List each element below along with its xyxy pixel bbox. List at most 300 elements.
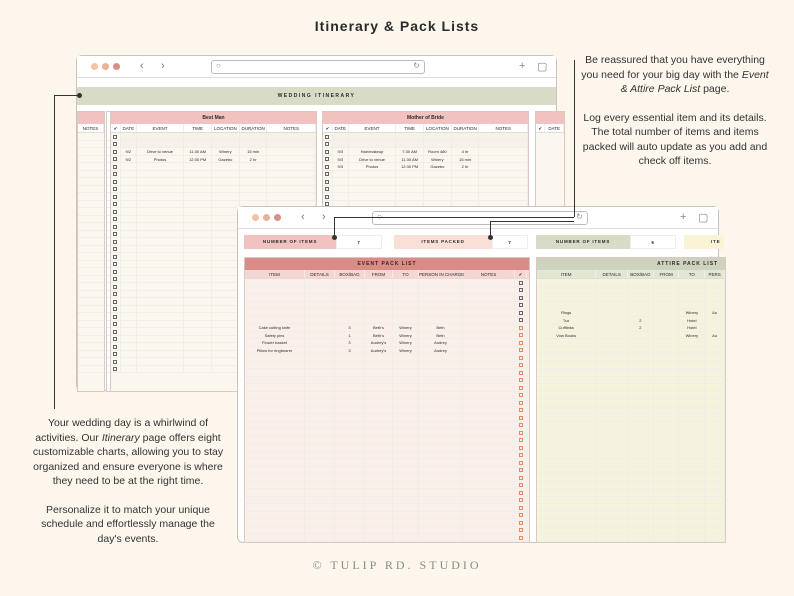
table-row-empty xyxy=(111,178,316,186)
search-icon: ○ xyxy=(216,61,221,70)
table-row-placeholder xyxy=(245,309,529,317)
stat-attire-items-packed: ITE xyxy=(684,235,724,249)
leader-line xyxy=(334,217,574,218)
cell-from[interactable]: Audrey's xyxy=(365,347,393,354)
cell-item[interactable]: Safety pins xyxy=(245,332,305,339)
table-row-empty xyxy=(78,246,104,254)
cell-date[interactable]: 9/3 xyxy=(333,156,349,163)
window-dot-icon[interactable] xyxy=(263,214,270,221)
checkbox[interactable] xyxy=(515,414,527,421)
checkbox[interactable] xyxy=(515,369,527,376)
tabs-icon[interactable]: ▢ xyxy=(537,61,548,73)
table-row xyxy=(537,317,725,325)
cell-event[interactable]: Hair/makeup xyxy=(349,148,397,155)
checkbox[interactable] xyxy=(323,178,333,185)
table-row-empty xyxy=(78,366,104,374)
cell-location[interactable]: Gazebo xyxy=(424,163,452,170)
checkbox[interactable] xyxy=(111,246,121,253)
checkbox[interactable] xyxy=(515,474,527,481)
column-header: PERS xyxy=(705,270,725,278)
table-row-empty xyxy=(245,489,529,497)
checkbox[interactable] xyxy=(515,519,527,526)
table-row-placeholder xyxy=(111,133,316,141)
checkbox[interactable] xyxy=(111,261,121,268)
table-row-empty xyxy=(537,369,725,377)
table-row-empty xyxy=(78,313,104,321)
checkbox[interactable] xyxy=(515,354,527,361)
cell-notes[interactable] xyxy=(463,324,515,331)
cell-duration[interactable]: 2 hr xyxy=(452,163,480,170)
table-row-empty xyxy=(323,193,528,201)
cell-from[interactable] xyxy=(654,332,680,339)
table-row xyxy=(537,324,725,332)
table-row-empty xyxy=(537,489,725,497)
table-row-empty xyxy=(245,482,529,490)
cell-to[interactable]: Hotel xyxy=(679,324,705,331)
checkbox[interactable] xyxy=(323,133,333,140)
forward-arrow-icon[interactable]: › xyxy=(322,211,326,223)
cell-notes[interactable] xyxy=(479,163,528,170)
table-row-empty xyxy=(78,216,104,224)
cell-item[interactable]: Cake cutting knife xyxy=(245,324,305,331)
cell-to[interactable]: Hotel xyxy=(679,317,705,324)
cell-notes[interactable] xyxy=(479,148,528,155)
cell-details[interactable] xyxy=(596,324,628,331)
checkbox[interactable] xyxy=(515,324,527,331)
table-row-empty xyxy=(537,482,725,490)
column-header: FROM xyxy=(654,270,680,278)
table-row-empty xyxy=(78,201,104,209)
cell-time[interactable]: 7:30 AM xyxy=(396,148,424,155)
column-header: LOCATION xyxy=(424,124,452,132)
cell-location[interactable]: Winery xyxy=(424,156,452,163)
cell-box[interactable]: 3 xyxy=(335,324,365,331)
checkbox[interactable] xyxy=(111,186,121,193)
table-row-empty xyxy=(245,407,529,415)
checkbox[interactable] xyxy=(111,133,121,140)
checkbox[interactable] xyxy=(111,276,121,283)
table-row-empty xyxy=(78,223,104,231)
column-header: EVENT xyxy=(349,124,397,132)
new-tab-icon[interactable]: + xyxy=(519,60,526,72)
cell-pers[interactable] xyxy=(705,317,725,324)
checkbox[interactable] xyxy=(515,497,527,504)
cell-from[interactable] xyxy=(654,324,680,331)
cell-duration[interactable]: 15 min xyxy=(452,156,480,163)
cell-person[interactable]: Beth xyxy=(419,324,463,331)
cell-details[interactable] xyxy=(305,332,335,339)
table-row-empty xyxy=(78,238,104,246)
cell-box[interactable]: 1 xyxy=(335,332,365,339)
table-row-placeholder xyxy=(245,317,529,325)
panel-title: Mother of Bride xyxy=(323,112,528,124)
window-dot-icon[interactable] xyxy=(102,63,109,70)
cell-event[interactable]: Drive to venue xyxy=(349,156,397,163)
checkbox[interactable] xyxy=(515,512,527,519)
column-header: BOX/BAG xyxy=(335,270,365,278)
cell-item[interactable]: Tux xyxy=(537,317,596,324)
cell-event[interactable]: Photos xyxy=(137,156,185,163)
column-header: DATE xyxy=(121,124,137,132)
cell-date[interactable]: 9/3 xyxy=(333,163,349,170)
checkbox[interactable] xyxy=(111,328,121,335)
column-header: PERSON IN CHARGE xyxy=(419,272,465,277)
table-row-empty xyxy=(537,347,725,355)
forward-arrow-icon[interactable]: › xyxy=(161,60,165,72)
checkbox[interactable] xyxy=(515,279,527,286)
cell-from[interactable]: Beth's xyxy=(365,324,393,331)
cell-time[interactable]: 11:30 AM xyxy=(184,148,212,155)
cell-to[interactable]: Winery xyxy=(393,332,419,339)
event-pack-list-title: EVENT PACK LIST xyxy=(245,258,529,270)
table-row xyxy=(111,156,316,164)
back-arrow-icon[interactable]: ‹ xyxy=(140,60,144,72)
checkbox[interactable] xyxy=(515,309,527,316)
callout-itinerary: Your wedding day is a whirlwind of activities. Our Itinerary page offers eight customizable charts, allowing you to stay organized and ensure everyone is where they need to be at the right time. Personalize it to match your unique schedule and effortlessly manage the day's events. xyxy=(32,417,224,545)
table-row xyxy=(245,339,529,347)
table-row-empty xyxy=(537,474,725,482)
checkbox[interactable] xyxy=(515,392,527,399)
leader-line xyxy=(490,221,574,222)
cell-time[interactable]: 12:30 PM xyxy=(396,163,424,170)
checkbox[interactable] xyxy=(515,444,527,451)
table-row-empty xyxy=(245,504,529,512)
table-row-empty xyxy=(245,459,529,467)
cell-notes[interactable] xyxy=(267,148,316,155)
tabs-icon[interactable]: ▢ xyxy=(698,212,709,224)
column-header: DETAILS xyxy=(596,270,628,278)
checkbox[interactable] xyxy=(515,527,527,534)
cell-details[interactable] xyxy=(305,339,335,346)
checkbox[interactable] xyxy=(111,171,121,178)
table-row-empty xyxy=(323,186,528,194)
table-row-empty xyxy=(78,283,104,291)
checkbox[interactable] xyxy=(515,399,527,406)
column-header: ITEM xyxy=(245,270,305,278)
cell-person[interactable]: Audrey xyxy=(419,339,463,346)
table-row-empty xyxy=(78,208,104,216)
checkbox[interactable] xyxy=(111,223,121,230)
table-row-placeholder xyxy=(323,141,528,149)
cell-notes[interactable] xyxy=(463,347,515,354)
table-row-empty xyxy=(78,148,104,156)
checkbox[interactable] xyxy=(111,201,121,208)
cell-box[interactable]: 2 xyxy=(628,324,654,331)
checkbox[interactable] xyxy=(111,283,121,290)
cell-date[interactable]: 9/2 xyxy=(121,148,137,155)
checkbox[interactable] xyxy=(515,422,527,429)
table-row-empty xyxy=(245,369,529,377)
cell-box[interactable]: 3 xyxy=(335,339,365,346)
checkbox[interactable] xyxy=(323,141,333,148)
back-arrow-icon[interactable]: ‹ xyxy=(301,211,305,223)
table-row-empty xyxy=(78,186,104,194)
checkbox[interactable] xyxy=(111,216,121,223)
table-row xyxy=(111,148,316,156)
cell-person[interactable]: Beth xyxy=(419,332,463,339)
checkbox[interactable] xyxy=(515,377,527,384)
table-row-empty xyxy=(245,474,529,482)
table-row-empty xyxy=(111,163,316,171)
url-bar[interactable] xyxy=(211,60,425,74)
table-row-empty xyxy=(537,392,725,400)
table-row-empty xyxy=(78,141,104,149)
browser-chrome xyxy=(238,207,718,229)
window-dot-icon[interactable] xyxy=(91,63,98,70)
table-row-empty xyxy=(537,422,725,430)
window-dot-icon[interactable] xyxy=(252,214,259,221)
column-header: TO xyxy=(679,270,705,278)
table-row-empty xyxy=(78,171,104,179)
stat-event-number-of-items: NUMBER OF ITEMS 7 xyxy=(244,235,382,249)
cell-duration[interactable]: 4 hr xyxy=(452,148,480,155)
table-row-empty xyxy=(245,429,529,437)
checkbox[interactable] xyxy=(111,156,121,163)
cell-details[interactable] xyxy=(596,309,628,316)
column-header: BOX/BAG xyxy=(628,270,654,278)
checkbox[interactable] xyxy=(515,504,527,511)
cell-location[interactable]: Winery xyxy=(212,148,240,155)
checkbox[interactable] xyxy=(111,291,121,298)
column-header-row xyxy=(537,270,725,279)
table-row-empty xyxy=(78,133,104,141)
panel-title: Best Man xyxy=(111,112,316,124)
table-row-empty xyxy=(78,351,104,359)
checkbox[interactable] xyxy=(515,407,527,414)
cell-notes[interactable] xyxy=(267,156,316,163)
table-row-placeholder xyxy=(323,133,528,141)
studio-footer: © TULIP RD. STUDIO xyxy=(312,558,482,572)
table-row-empty xyxy=(245,519,529,527)
cell-from[interactable]: Audrey's xyxy=(365,339,393,346)
cell-from[interactable] xyxy=(654,309,680,316)
table-row-empty xyxy=(78,253,104,261)
checkbox[interactable] xyxy=(111,163,121,170)
reload-icon[interactable]: ↻ xyxy=(576,212,583,221)
table-row-empty xyxy=(537,497,725,505)
table-row-empty xyxy=(537,437,725,445)
checkbox[interactable] xyxy=(111,231,121,238)
table-row-empty xyxy=(537,384,725,392)
table-row-placeholder xyxy=(537,302,725,310)
checkbox[interactable] xyxy=(111,208,121,215)
checkbox[interactable] xyxy=(111,268,121,275)
checkbox[interactable] xyxy=(515,332,527,339)
checkbox[interactable] xyxy=(515,362,527,369)
checkbox[interactable] xyxy=(111,141,121,148)
leader-knob xyxy=(77,93,82,98)
checkbox[interactable] xyxy=(111,193,121,200)
column-header: DATE xyxy=(545,124,564,132)
checkbox[interactable] xyxy=(111,238,121,245)
attire-pack-list xyxy=(536,257,726,543)
table-row-placeholder xyxy=(245,302,529,310)
column-header: DURATION xyxy=(240,124,268,132)
checkbox[interactable] xyxy=(111,321,121,328)
cell-item[interactable]: Flower basket xyxy=(245,339,305,346)
url-bar[interactable] xyxy=(372,211,588,225)
checkbox[interactable] xyxy=(515,489,527,496)
cell-notes[interactable] xyxy=(463,339,515,346)
checkbox[interactable] xyxy=(515,317,527,324)
table-row-empty xyxy=(537,504,725,512)
browser-chrome xyxy=(77,56,556,78)
checkbox[interactable] xyxy=(515,384,527,391)
column-header: NOTES xyxy=(267,124,316,132)
cell-from[interactable] xyxy=(654,317,680,324)
window-dot-icon[interactable] xyxy=(274,214,281,221)
checkbox[interactable] xyxy=(515,302,527,309)
cell-to[interactable]: Winery xyxy=(393,339,419,346)
window-dot-icon[interactable] xyxy=(113,63,120,70)
checkbox[interactable] xyxy=(111,313,121,320)
checkbox[interactable] xyxy=(111,351,121,358)
cell-event[interactable]: Drive to venue xyxy=(137,148,185,155)
cell-item[interactable]: Pillow for ringbearer xyxy=(245,347,305,354)
table-row-empty xyxy=(111,193,316,201)
leader-line xyxy=(334,217,335,237)
checkbox[interactable] xyxy=(515,429,527,436)
cell-to[interactable]: Winery xyxy=(679,309,705,316)
cell-time[interactable]: 12:30 PM xyxy=(184,156,212,163)
checkbox[interactable] xyxy=(515,459,527,466)
cell-notes[interactable] xyxy=(463,332,515,339)
cell-to[interactable]: Winery xyxy=(393,324,419,331)
checkbox[interactable] xyxy=(515,347,527,354)
cell-item[interactable]: Rings xyxy=(537,309,596,316)
attire-pack-list-title: ATTIRE PACK LIST xyxy=(537,258,725,270)
cell-to[interactable]: Winery xyxy=(393,347,419,354)
table-row-empty xyxy=(537,534,725,542)
cell-person[interactable]: Audrey xyxy=(419,347,463,354)
cell-details[interactable] xyxy=(596,317,628,324)
cell-to[interactable]: Winery xyxy=(679,332,705,339)
table-row-empty xyxy=(245,422,529,430)
table-row-empty xyxy=(537,459,725,467)
cell-date[interactable]: 9/2 xyxy=(121,156,137,163)
cell-time[interactable]: 11:30 AM xyxy=(396,156,424,163)
table-row-empty xyxy=(78,178,104,186)
cell-pers[interactable]: Au xyxy=(705,332,725,339)
checkbox[interactable] xyxy=(323,171,333,178)
checkbox[interactable] xyxy=(515,294,527,301)
table-row-empty xyxy=(537,519,725,527)
column-header: ✔ xyxy=(323,124,333,132)
itinerary-panel-stub-right: ✔ DATE xyxy=(535,111,565,392)
cell-pers[interactable]: Au xyxy=(705,309,725,316)
table-row xyxy=(537,309,725,317)
checkbox[interactable] xyxy=(323,148,333,155)
column-header: ✔ xyxy=(111,124,121,132)
table-row-empty xyxy=(78,358,104,366)
checkbox[interactable] xyxy=(323,156,333,163)
table-row xyxy=(245,324,529,332)
column-header: DURATION xyxy=(452,124,480,132)
cell-details[interactable] xyxy=(305,347,335,354)
cell-box[interactable]: 3 xyxy=(335,347,365,354)
checkbox[interactable] xyxy=(111,366,121,373)
checkbox[interactable] xyxy=(515,467,527,474)
table-row-empty xyxy=(245,384,529,392)
table-row-placeholder xyxy=(245,294,529,302)
checkbox[interactable] xyxy=(515,437,527,444)
table-row-empty xyxy=(78,321,104,329)
column-header-row xyxy=(111,124,316,133)
cell-details[interactable] xyxy=(596,332,628,339)
packlist-window xyxy=(237,206,719,543)
table-row-empty xyxy=(78,156,104,164)
column-header: NOTES xyxy=(78,124,104,132)
leader-knob xyxy=(488,235,493,240)
checkbox[interactable] xyxy=(323,193,333,200)
checkbox[interactable] xyxy=(515,287,527,294)
table-row-placeholder xyxy=(537,294,725,302)
cell-notes[interactable] xyxy=(479,156,528,163)
page-title: Itinerary & Pack Lists xyxy=(314,18,480,34)
cell-box[interactable] xyxy=(628,332,654,339)
checkbox[interactable] xyxy=(111,358,121,365)
column-header: NOTES xyxy=(463,270,515,278)
checkbox[interactable] xyxy=(515,482,527,489)
checkbox[interactable] xyxy=(323,163,333,170)
cell-details[interactable] xyxy=(305,324,335,331)
checkbox[interactable] xyxy=(515,452,527,459)
reload-icon[interactable]: ↻ xyxy=(413,61,420,70)
cell-box[interactable] xyxy=(628,309,654,316)
cell-duration[interactable]: 2 hr xyxy=(240,156,268,163)
itinerary-panel-stub-left xyxy=(77,111,105,392)
cell-event[interactable]: Photos xyxy=(349,163,397,170)
cell-date[interactable]: 9/3 xyxy=(333,148,349,155)
checkbox[interactable] xyxy=(111,148,121,155)
table-row-empty xyxy=(537,354,725,362)
column-header: TO xyxy=(393,270,419,278)
new-tab-icon[interactable]: + xyxy=(680,211,687,223)
column-header: LOCATION xyxy=(212,124,240,132)
table-row-empty xyxy=(323,178,528,186)
table-row-empty xyxy=(537,377,725,385)
checkbox[interactable] xyxy=(111,343,121,350)
leader-knob xyxy=(332,235,337,240)
checkbox[interactable] xyxy=(111,306,121,313)
cell-box[interactable]: 2 xyxy=(628,317,654,324)
checkbox[interactable] xyxy=(111,336,121,343)
checkbox[interactable] xyxy=(111,178,121,185)
table-row-empty xyxy=(245,354,529,362)
table-row xyxy=(323,148,528,156)
cell-item[interactable]: Cufflinks xyxy=(537,324,596,331)
cell-location[interactable]: Gazebo xyxy=(212,156,240,163)
table-row-placeholder xyxy=(245,287,529,295)
cell-item[interactable]: Vow Books xyxy=(537,332,596,339)
cell-from[interactable]: Beth's xyxy=(365,332,393,339)
table-row-empty xyxy=(245,399,529,407)
table-row xyxy=(245,332,529,340)
table-row-empty xyxy=(245,392,529,400)
checkbox[interactable] xyxy=(111,253,121,260)
table-row-placeholder xyxy=(537,279,725,287)
cell-duration[interactable]: 15 min xyxy=(240,148,268,155)
table-row-empty xyxy=(537,414,725,422)
cell-pers[interactable] xyxy=(705,324,725,331)
checkbox[interactable] xyxy=(515,534,527,541)
table-row-placeholder xyxy=(245,279,529,287)
checkbox[interactable] xyxy=(111,298,121,305)
checkbox[interactable] xyxy=(323,186,333,193)
cell-location[interactable]: Room 480 xyxy=(424,148,452,155)
table-row-empty xyxy=(245,467,529,475)
checkbox[interactable] xyxy=(515,339,527,346)
